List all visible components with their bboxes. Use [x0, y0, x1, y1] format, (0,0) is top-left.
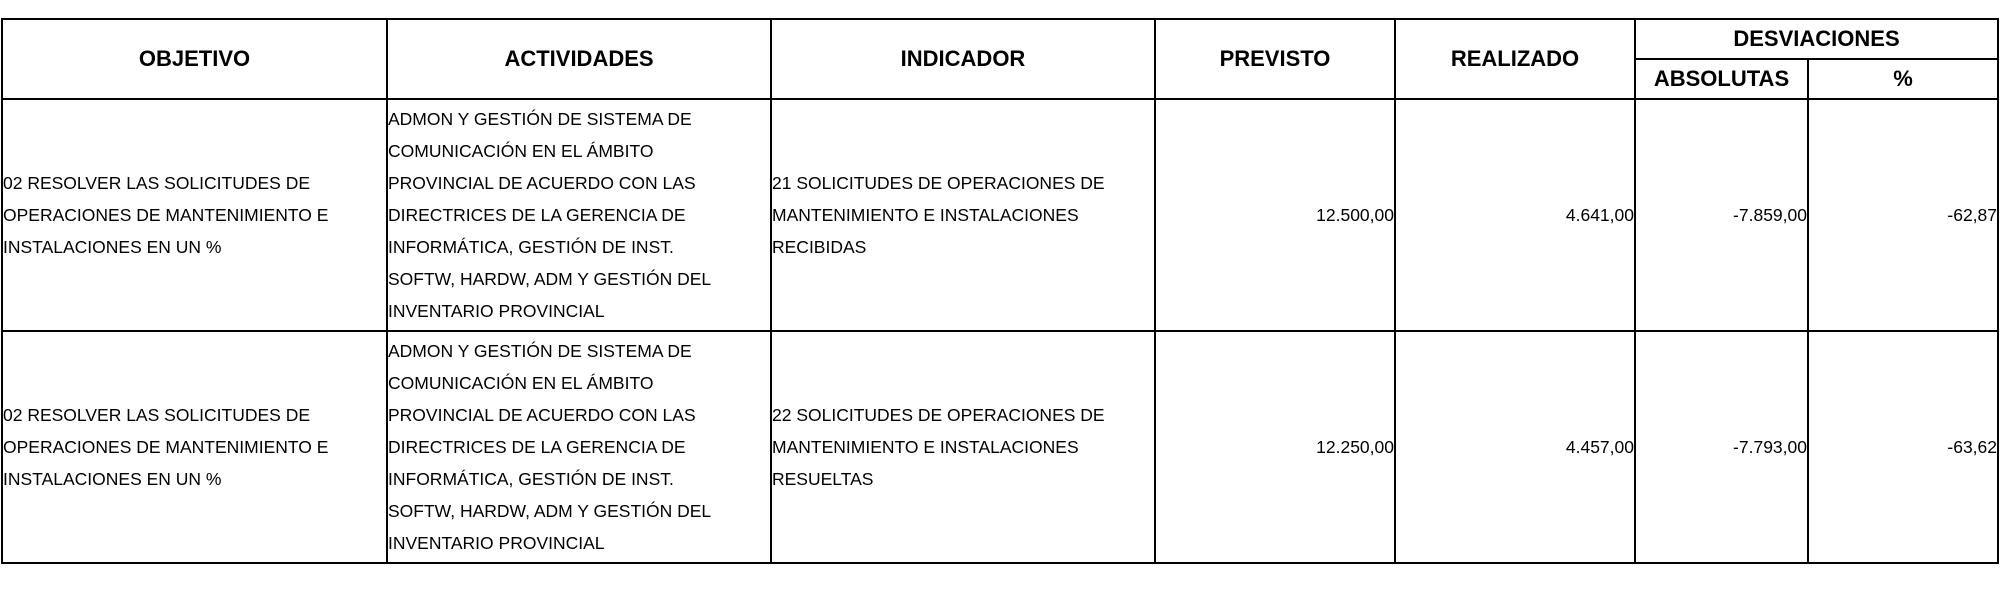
text-line: ADMON Y GESTIÓN DE SISTEMA DE	[388, 341, 692, 361]
cell-indicador	[771, 331, 1155, 563]
cell-absolutas: -7.793,00	[1635, 331, 1808, 563]
cell-porcentaje: -63,62	[1808, 331, 1998, 563]
text-line: MANTENIMIENTO E INSTALACIONES	[772, 437, 1079, 457]
text-line: INFORMÁTICA, GESTIÓN DE INST.	[388, 469, 674, 489]
cell-objetivo	[2, 99, 387, 331]
text-line: INVENTARIO PROVINCIAL	[388, 533, 605, 553]
text-line: OPERACIONES DE MANTENIMIENTO E	[3, 437, 329, 457]
text-line: PROVINCIAL DE ACUERDO CON LAS	[388, 405, 696, 425]
cell-porcentaje: -62,87	[1808, 99, 1998, 331]
header-previsto: PREVISTO	[1155, 19, 1395, 99]
text-line: 02 RESOLVER LAS SOLICITUDES DE	[3, 173, 311, 193]
text-line: COMUNICACIÓN EN EL ÁMBITO	[388, 141, 654, 161]
text-line: 21 SOLICITUDES DE OPERACIONES DE	[772, 173, 1105, 193]
text-line: INSTALACIONES EN UN %	[3, 469, 222, 489]
table-header	[2, 19, 1998, 99]
header-objetivo: OBJETIVO	[2, 19, 387, 99]
text-line: DIRECTRICES DE LA GERENCIA DE	[388, 437, 686, 457]
table-row	[2, 331, 1998, 563]
text-line: RESUELTAS	[772, 469, 874, 489]
deviation-table	[1, 18, 1999, 564]
cell-actividades	[387, 331, 771, 563]
header-desviaciones: DESVIACIONES	[1635, 19, 1998, 59]
cell-objetivo	[2, 331, 387, 563]
cell-previsto: 12.500,00	[1155, 99, 1395, 331]
text-line: 22 SOLICITUDES DE OPERACIONES DE	[772, 405, 1105, 425]
text-line: COMUNICACIÓN EN EL ÁMBITO	[388, 373, 654, 393]
table-body	[2, 99, 1998, 563]
cell-actividades	[387, 99, 771, 331]
text-line: OPERACIONES DE MANTENIMIENTO E	[3, 205, 329, 225]
cell-absolutas: -7.859,00	[1635, 99, 1808, 331]
header-absolutas: ABSOLUTAS	[1635, 59, 1808, 99]
text-line: DIRECTRICES DE LA GERENCIA DE	[388, 205, 686, 225]
header-porcentaje: %	[1808, 59, 1998, 99]
text-line: ADMON Y GESTIÓN DE SISTEMA DE	[388, 109, 692, 129]
text-line: INSTALACIONES EN UN %	[3, 237, 222, 257]
text-line: INFORMÁTICA, GESTIÓN DE INST.	[388, 237, 674, 257]
text-line: 02 RESOLVER LAS SOLICITUDES DE	[3, 405, 311, 425]
header-actividades: ACTIVIDADES	[387, 19, 771, 99]
header-indicador: INDICADOR	[771, 19, 1155, 99]
text-line: PROVINCIAL DE ACUERDO CON LAS	[388, 173, 696, 193]
text-line: SOFTW, HARDW, ADM Y GESTIÓN DEL	[388, 269, 712, 289]
text-line: SOFTW, HARDW, ADM Y GESTIÓN DEL	[388, 501, 712, 521]
header-row	[2, 19, 1998, 59]
cell-realizado: 4.457,00	[1395, 331, 1635, 563]
cell-realizado: 4.641,00	[1395, 99, 1635, 331]
cell-previsto: 12.250,00	[1155, 331, 1395, 563]
cell-indicador	[771, 99, 1155, 331]
text-line: MANTENIMIENTO E INSTALACIONES	[772, 205, 1079, 225]
text-line: RECIBIDAS	[772, 237, 867, 257]
header-realizado: REALIZADO	[1395, 19, 1635, 99]
table-row	[2, 99, 1998, 331]
text-line: INVENTARIO PROVINCIAL	[388, 301, 605, 321]
